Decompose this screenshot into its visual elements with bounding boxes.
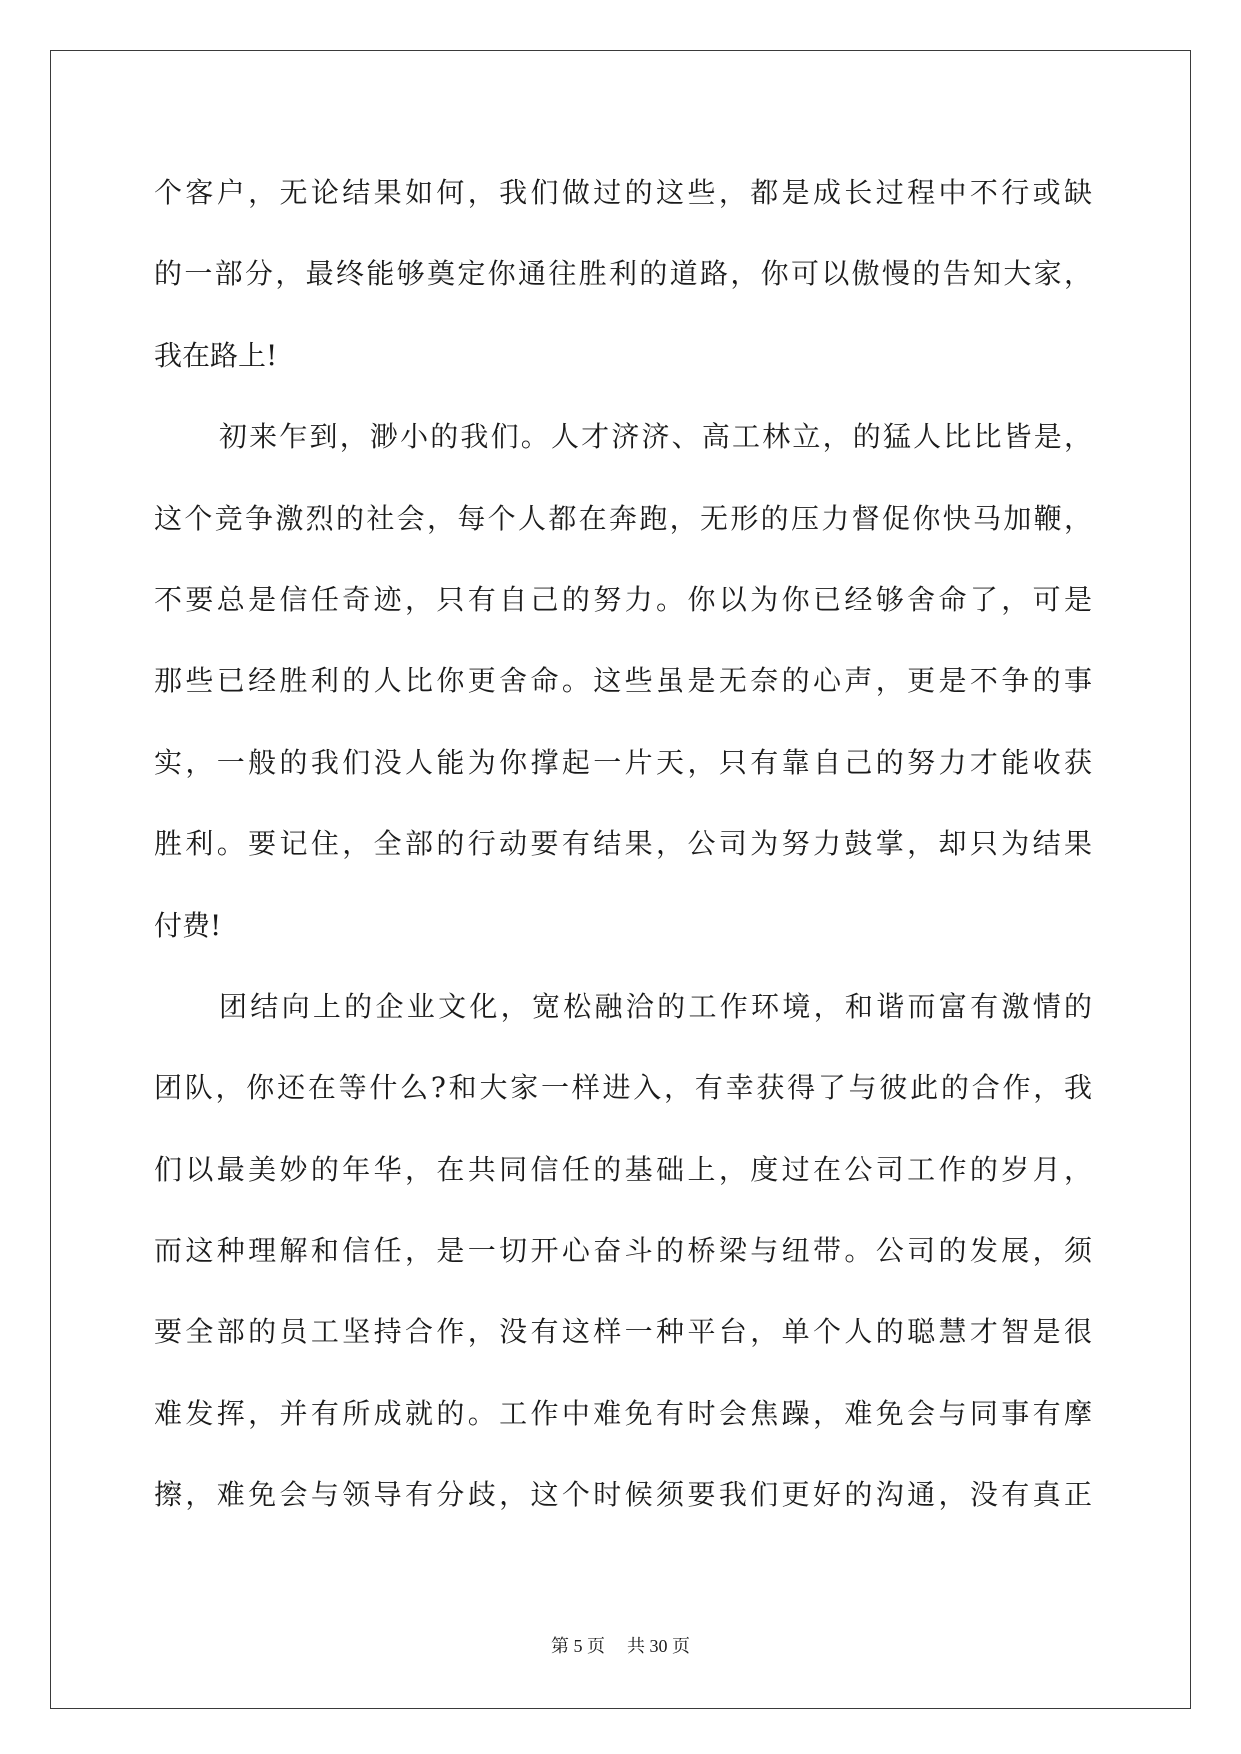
text-line: 个客户，无论结果如何，我们做过的这些，都是成长过程中不行或缺 bbox=[154, 176, 1092, 209]
text-line: 那些已经胜利的人比你更舍命。这些虽是无奈的心声，更是不争的事 bbox=[154, 664, 1092, 698]
text-line: 擦，难免会与领导有分歧，这个时候须要我们更好的沟通，没有真正 bbox=[154, 1478, 1092, 1512]
text-line: 不要总是信任奇迹，只有自己的努力。你以为你已经够舍命了，可是 bbox=[154, 582, 1092, 616]
text-line: 实，一般的我们没人能为你撑起一片天，只有靠自己的努力才能收获 bbox=[154, 745, 1092, 779]
text-line: 的一部分，最终能够奠定你通往胜利的道路，你可以傲慢的告知大家， bbox=[154, 257, 1092, 291]
text-line: 团队，你还在等什么?和大家一样进入，有幸获得了与彼此的合作，我 bbox=[154, 1071, 1092, 1105]
text-line: 初来乍到，渺小的我们。人才济济、高工林立，的猛人比比皆是， bbox=[219, 420, 1092, 454]
text-line: 而这种理解和信任，是一切开心奋斗的桥梁与纽带。公司的发展，须 bbox=[154, 1234, 1092, 1268]
page-total: 共 30 页 bbox=[627, 1636, 690, 1656]
text-line: 团结向上的企业文化，宽松融洽的工作环境，和谐而富有激情的 bbox=[219, 989, 1092, 1023]
page-footer bbox=[0, 1634, 1241, 1658]
text-line: 付费! bbox=[154, 908, 222, 942]
document-body bbox=[154, 173, 1092, 1557]
text-line: 要全部的员工坚持合作，没有这样一种平台，单个人的聪慧才智是很 bbox=[154, 1315, 1092, 1349]
text-line: 胜利。要记住，全部的行动要有结果，公司为努力鼓掌，却只为结果 bbox=[154, 827, 1092, 861]
text-line: 们以最美妙的年华，在共同信任的基础上，度过在公司工作的岁月， bbox=[154, 1152, 1092, 1186]
text-line: 这个竞争激烈的社会，每个人都在奔跑，无形的压力督促你快马加鞭， bbox=[154, 501, 1092, 535]
paragraph bbox=[154, 987, 1092, 1557]
paragraph bbox=[154, 417, 1092, 987]
text-line: 难发挥，并有所成就的。工作中难免有时会焦躁，难免会与同事有摩 bbox=[154, 1396, 1092, 1430]
text-line: 我在路上! bbox=[154, 338, 278, 372]
paragraph bbox=[154, 173, 1092, 417]
page-number: 第 5 页 bbox=[551, 1636, 605, 1656]
